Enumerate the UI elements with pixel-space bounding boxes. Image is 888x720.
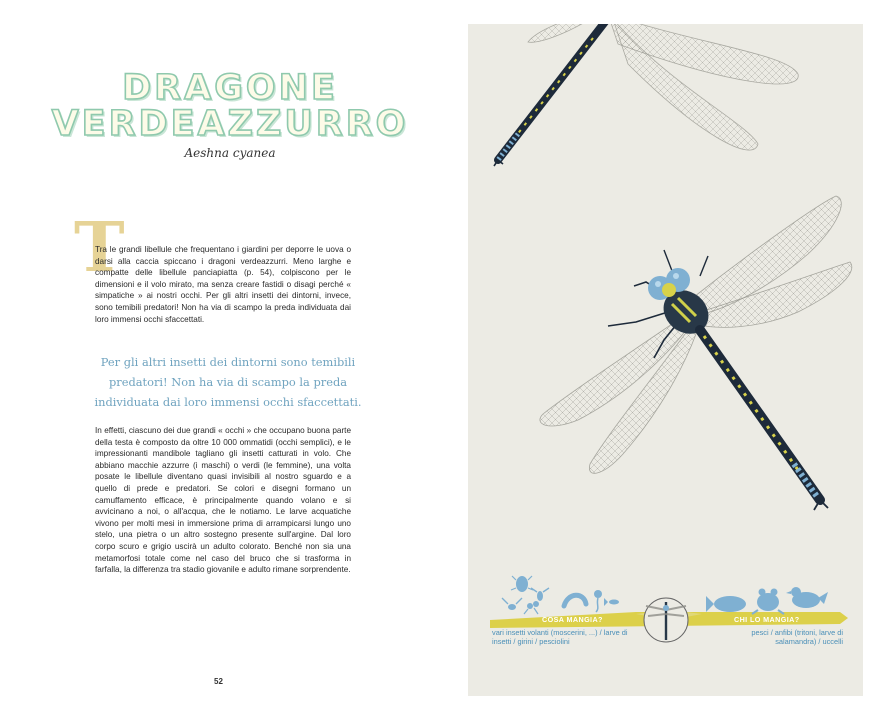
page-number: 52 xyxy=(214,677,223,686)
mosquito-icon xyxy=(502,598,522,610)
dragonfly-illustration xyxy=(468,24,863,696)
ant-icon xyxy=(524,601,539,614)
frog-icon xyxy=(752,589,784,615)
latin-name: Aeshna cyanea xyxy=(184,146,276,160)
main-dragonfly xyxy=(540,196,852,510)
fly-icon xyxy=(531,588,549,601)
species-title-line1: DRAGONE xyxy=(122,68,338,108)
drop-cap: T xyxy=(74,208,125,288)
eats-list: vari insetti volanti (moscerini, ...) / larve di insetti / girini / pesciolini xyxy=(492,628,628,647)
bird-icon xyxy=(786,587,828,608)
eaten-by-list: pesci / anfibi (tritoni, larve di salamandra) / uccelli xyxy=(751,628,843,647)
intro-paragraph: Tra le grandi libellule che frequentano i giardini per deporre le uova o darsi alla caccia spiccano i dragoni verdeazzurri. Meno larghe e compatte delle libellule panciapiatta (p. 54), colpiscono per le dimensioni e il volo mirato, ma senza creare fastidi o disagi perché « simpatiche » ai nostri occhi. Per gli altri insetti dei dintorni, invece, sono temibili predatori! Non ha via di scampo la preda individuata dai loro immensi occhi sfaccettati. xyxy=(95,245,351,324)
pull-quote: Per gli altri insetti dei dintorni sono temibili predatori! Non ha via di scampo la preda individuata dai loro immensi occhi sfaccettati. xyxy=(94,355,362,409)
tadpole-icon xyxy=(594,590,602,612)
right-page-illustration xyxy=(468,24,863,696)
main-paragraph: In effetti, ciascuno dei due grandi « occhi » che occupano buona parte della testa è composto da oltre 10 000 ommatidi (occhi semplici), e le impressionanti mandibole tagliano gli insetti catturati in volo. Che abbiano macchie azzurre (i maschi) o verdi (le femmine), una volta posate le libellule diventano quasi invisibili al nostro sguardo e a quello di prede e predatori. Se colori e disegni formano un camuffamento efficace, è principalmente quando volano e si avvicinano a noi, o all'acqua, che le notiamo. Le larve acquatiche vivono per molti mesi in immersione prima di arrampicarsi lungo uno stelo, una pietra o un altro sostegno presente sull'argine. Dal loro corpo scuro e grigio uscirà un adulto colorato. Benché non sia una metamorfosi totale come nel caso del bruco che si trasforma in farfalla, la differenza tra stadio giovanile e adulto rimane sorprendente. xyxy=(95,426,351,575)
fish-icon xyxy=(706,596,746,612)
species-title-line2: VERDEAZZURRO xyxy=(51,104,409,144)
prey-icons xyxy=(502,576,619,614)
top-dragonfly xyxy=(494,24,798,166)
eaten-by-label: CHI LO MANGIA? xyxy=(734,615,800,624)
fish-fry-icon xyxy=(604,598,619,606)
eats-label: COSA MANGIA? xyxy=(542,615,603,624)
predator-icons xyxy=(706,587,828,614)
beetle-icon xyxy=(511,576,533,592)
larva-icon xyxy=(564,595,586,606)
